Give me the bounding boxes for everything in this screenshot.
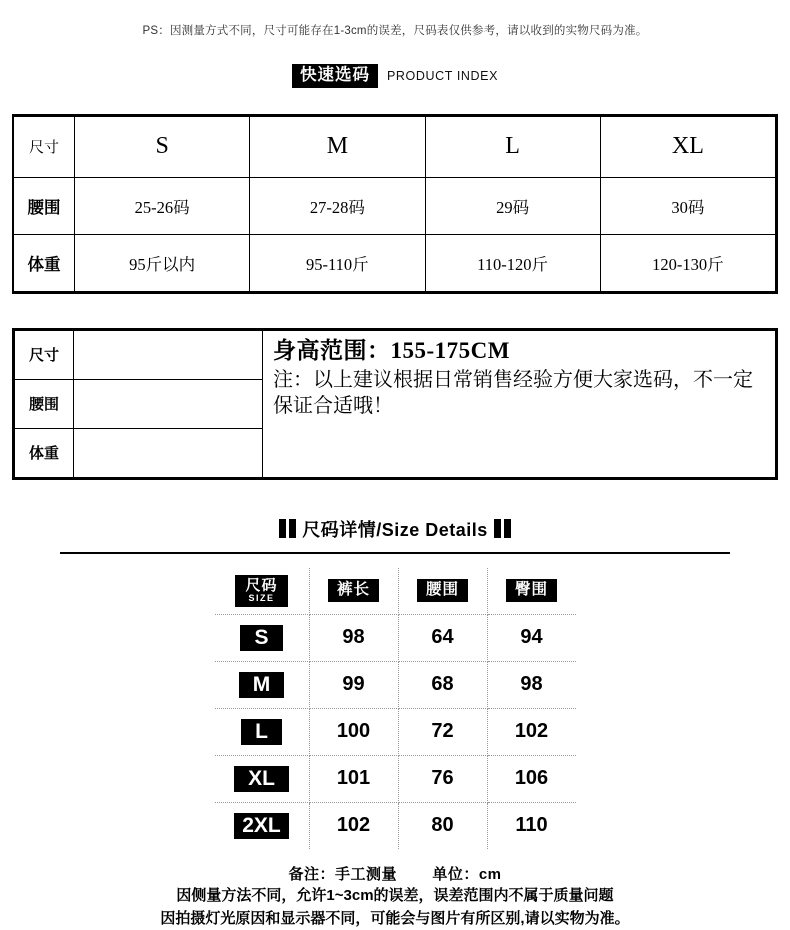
details-value-cell xyxy=(487,708,576,755)
details-size-cell xyxy=(215,802,310,849)
value-hip: 98 xyxy=(520,673,542,695)
note-rowhead-weight: 体重 xyxy=(15,428,74,477)
size-tag-l: L xyxy=(241,719,282,745)
value-waist: 68 xyxy=(431,673,453,695)
note-text-cell xyxy=(263,330,776,477)
col-label-waist: 腰围 xyxy=(417,579,468,602)
note-rowhead-size: 尺寸 xyxy=(15,330,74,379)
details-value-cell xyxy=(487,755,576,802)
details-value-cell xyxy=(309,661,398,708)
size-details-title xyxy=(0,516,790,542)
details-size-cell xyxy=(215,755,310,802)
details-value-cell xyxy=(398,708,487,755)
remark-label: 备注：手工测量 xyxy=(288,866,397,883)
details-value-cell xyxy=(398,614,487,661)
height-note-text: 注：以上建议根据日常销售经验方便大家选码，不一定保证合适哦！ xyxy=(273,367,771,419)
table-row-details-head xyxy=(215,568,576,615)
details-value-cell xyxy=(398,802,487,849)
size-cell-s: S xyxy=(75,116,250,177)
value-length: 99 xyxy=(342,673,364,695)
product-index-header xyxy=(0,64,790,88)
height-note-table xyxy=(12,328,778,480)
details-head-size xyxy=(215,568,310,615)
weight-cell-l: 110-120斤 xyxy=(425,234,600,291)
tolerance-note: 因侧量方法不同，允许1~3cm的误差，误差范围内不属于质量问题 xyxy=(0,884,790,907)
value-length: 101 xyxy=(337,767,370,789)
quick-size-table xyxy=(12,114,778,294)
details-value-cell xyxy=(309,802,398,849)
details-value-cell xyxy=(487,614,576,661)
details-size-cell xyxy=(215,661,310,708)
size-cell-l: L xyxy=(425,116,600,177)
size-head-tag xyxy=(235,575,287,607)
waist-cell-xl: 30码 xyxy=(600,177,775,234)
value-hip: 110 xyxy=(515,814,547,836)
col-label-length: 裤长 xyxy=(328,579,379,602)
details-head-col-1 xyxy=(309,568,398,615)
size-tag-s: S xyxy=(240,625,282,651)
rowhead-size: 尺寸 xyxy=(14,116,75,177)
waist-cell-m: 27-28码 xyxy=(250,177,425,234)
unit-label: 单位：cm xyxy=(432,866,501,883)
note-blank-waist xyxy=(74,379,263,428)
weight-cell-m: 95-110斤 xyxy=(250,234,425,291)
details-value-cell xyxy=(398,755,487,802)
waist-cell-s: 25-26码 xyxy=(75,177,250,234)
details-head-col-3 xyxy=(487,568,576,615)
rowhead-waist: 腰围 xyxy=(14,177,75,234)
details-value-cell xyxy=(487,802,576,849)
size-tag-m: M xyxy=(239,672,285,698)
table-row xyxy=(215,614,576,661)
details-value-cell xyxy=(309,755,398,802)
value-waist: 72 xyxy=(431,720,453,742)
value-length: 102 xyxy=(337,814,370,836)
product-index-en-label: PRODUCT INDEX xyxy=(387,69,498,83)
product-index-cn-label: 快速选码 xyxy=(292,64,378,88)
weight-cell-s: 95斤以内 xyxy=(75,234,250,291)
details-value-cell xyxy=(309,708,398,755)
details-value-cell xyxy=(309,614,398,661)
value-hip: 102 xyxy=(515,720,548,742)
details-head-col-2 xyxy=(398,568,487,615)
table-row xyxy=(215,802,576,849)
note-rowhead-waist: 腰围 xyxy=(15,379,74,428)
rowhead-weight: 体重 xyxy=(14,234,75,291)
details-size-cell xyxy=(215,614,310,661)
size-details-title-text: 尺码详情/Size Details xyxy=(302,516,488,542)
details-size-cell xyxy=(215,708,310,755)
bar-decor-left-icon xyxy=(279,519,296,538)
value-waist: 64 xyxy=(431,626,453,648)
table-row-sizes xyxy=(14,116,776,177)
table-row-note-size xyxy=(15,330,776,379)
waist-cell-l: 29码 xyxy=(425,177,600,234)
size-cell-xl: XL xyxy=(600,116,775,177)
note-blank-weight xyxy=(74,428,263,477)
size-head-cn: 尺码 xyxy=(245,578,277,593)
size-tag-2xl: 2XL xyxy=(234,813,289,839)
table-row-waist xyxy=(14,177,776,234)
color-difference-note: 因拍摄灯光原因和显示器不同，可能会与图片有所区别,请以实物为准。 xyxy=(0,907,790,930)
value-waist: 80 xyxy=(431,814,453,836)
value-length: 100 xyxy=(337,720,370,742)
size-cell-m: M xyxy=(250,116,425,177)
size-head-en: SIZE xyxy=(245,594,277,603)
table-row xyxy=(215,708,576,755)
table-row xyxy=(215,661,576,708)
measurement-disclaimer: PS：因测量方式不同，尺寸可能存在1-3cm的误差，尺码表仅供参考，请以收到的实物尺码为准。 xyxy=(0,0,790,38)
value-waist: 76 xyxy=(431,767,453,789)
size-details-table xyxy=(60,552,730,849)
weight-cell-xl: 120-130斤 xyxy=(600,234,775,291)
details-value-cell xyxy=(398,661,487,708)
table-row-weight xyxy=(14,234,776,291)
bar-decor-right-icon xyxy=(494,519,511,538)
col-label-hip: 臀围 xyxy=(506,579,557,602)
remark-line xyxy=(0,863,790,884)
footer-notes xyxy=(0,863,790,930)
table-row xyxy=(215,755,576,802)
note-blank-size xyxy=(74,330,263,379)
value-hip: 94 xyxy=(520,626,542,648)
details-value-cell xyxy=(487,661,576,708)
size-tag-xl: XL xyxy=(234,766,289,792)
height-range-text: 身高范围：155-175CM xyxy=(273,337,771,366)
value-hip: 106 xyxy=(515,767,548,789)
value-length: 98 xyxy=(342,626,364,648)
